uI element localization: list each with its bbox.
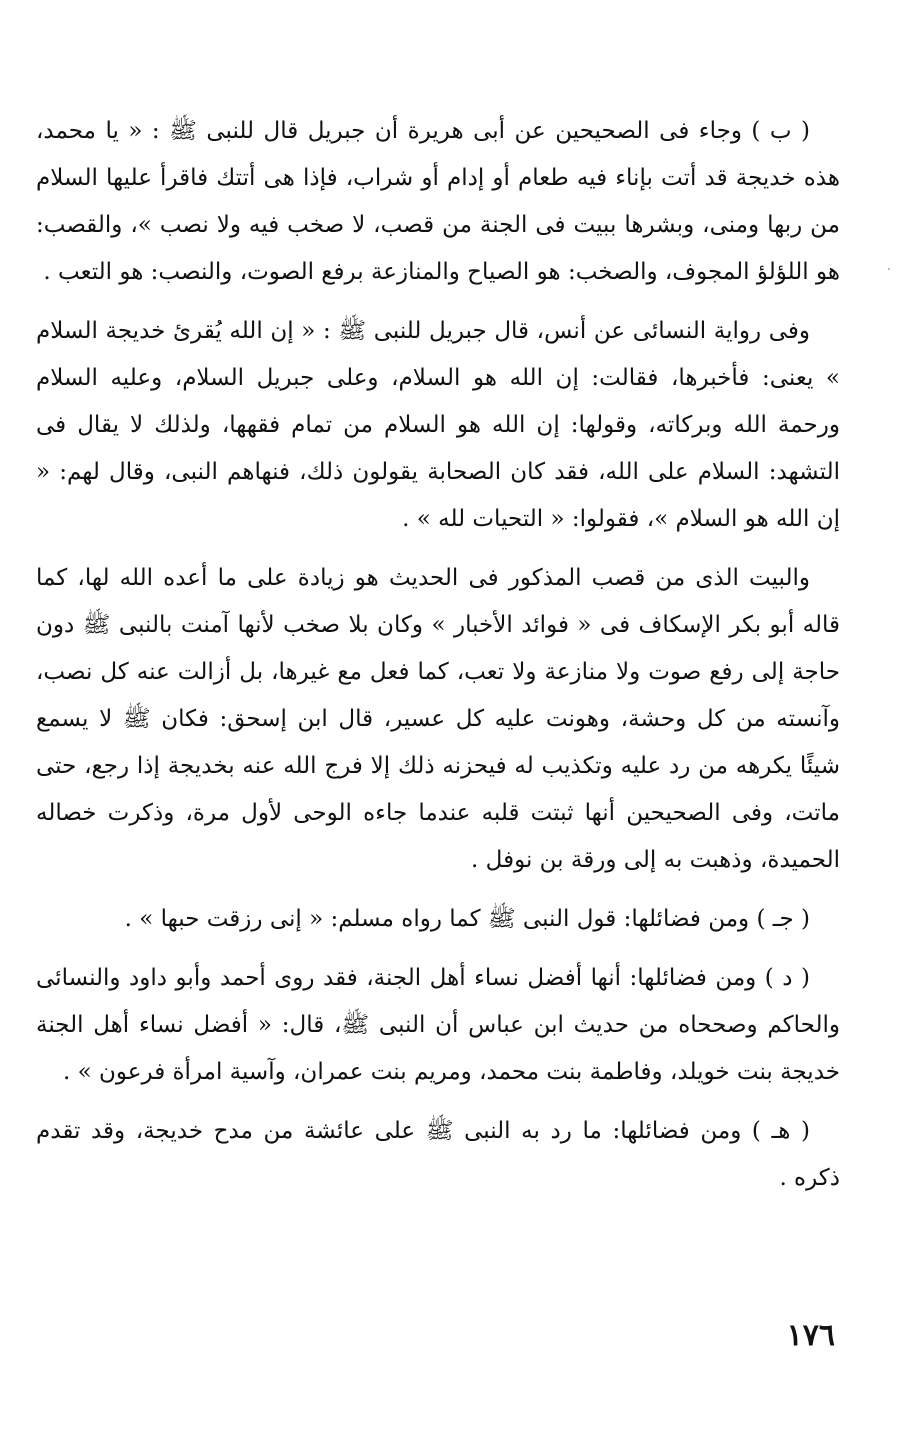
paragraph-ha: [36, 1108, 840, 1202]
paragraph-jeem: [36, 896, 840, 943]
paragraph-text: ( هـ ) ومن فضائلها: ما رد به النبى ﷺ على عائشة من مدح خديجة، وقد تقدم ذكره .: [36, 1118, 840, 1191]
paragraph-text: ( جـ ) ومن فضائلها: قول النبى ﷺ كما رواه مسلم: « إنى رزقت حبها » .: [124, 906, 810, 932]
page-body: [36, 108, 840, 1214]
page-number: ١٧٦: [786, 1318, 835, 1353]
paragraph-nasai-narration: [36, 308, 840, 543]
paragraph-b: [36, 108, 840, 296]
paragraph-text: ( ب ) وجاء فى الصحيحين عن أبى هريرة أن جبريل قال للنبى ﷺ : « يا محمد، هذه خديجة قد أتت بإناء فيه طعام أو إدام أو شراب، فإذا هى أتتك فاقرأ عليها السلام من ربها ومنى، وبشرها ببيت فى الجنة من قصب، لا صخب فيه ولا نصب »، والقصب: هو اللؤلؤ المجوف، والصخب: هو الصياح والمنازعة برفع الصوت، والنصب: هو التعب .: [36, 118, 840, 285]
paragraph-text: ( د ) ومن فضائلها: أنها أفضل نساء أهل الجنة، فقد روى أحمد وأبو داود والنسائى والحاكم وصححاه من حديث ابن عباس أن النبى ﷺ، قال: « أفضل نساء أهل الجنة خديجة بنت خويلد، وفاطمة بنت محمد، ومريم بنت عمران، وآسية امرأة فرعون » .: [36, 965, 840, 1085]
paragraph-dal: [36, 955, 840, 1096]
paragraph-text: والبيت الذى من قصب المذكور فى الحديث هو زيادة على ما أعده الله لها، كما قاله أبو بكر الإسكاف فى « فوائد الأخبار » وكان بلا صخب لأنها آمنت بالنبى ﷺ دون حاجة إلى رفع صوت ولا منازعة ولا تعب، كما فعل مع غيرها، بل أزالت عنه كل نصب، وآنسته من كل وحشة، وهونت عليه كل عسير، قال ابن إسحق: فكان ﷺ لا يسمع شيئًا يكرهه من رد عليه وتكذيب له فيحزنه ذلك إلا فرج الله عنه بخديجة إذا رجع، حتى ماتت، وفى الصحيحين أنها ثبتت قلبه عندما جاءه الوحى لأول مرة، وذكرت خصاله الحميدة، وذهبت به إلى ورقة بن نوفل .: [36, 565, 840, 873]
paragraph-text: وفى رواية النسائى عن أنس، قال جبريل للنبى ﷺ : « إن الله يُقرئ خديجة السلام » يعنى: فأخبرها، فقالت: إن الله هو السلام، وعلى جبريل السلام، وعليه السلام ورحمة الله وبركاته، وقولها: إن الله هو السلام من تمام فقهها، ولذلك لا يقال فى التشهد: السلام على الله، فقد كان الصحابة يقولون ذلك، فنهاهم النبى، وقال لهم: « إن الله هو السلام »، فقولوا: « التحيات لله » .: [36, 318, 840, 532]
margin-speck: [888, 268, 890, 270]
paragraph-house-of-pearl: [36, 555, 840, 884]
